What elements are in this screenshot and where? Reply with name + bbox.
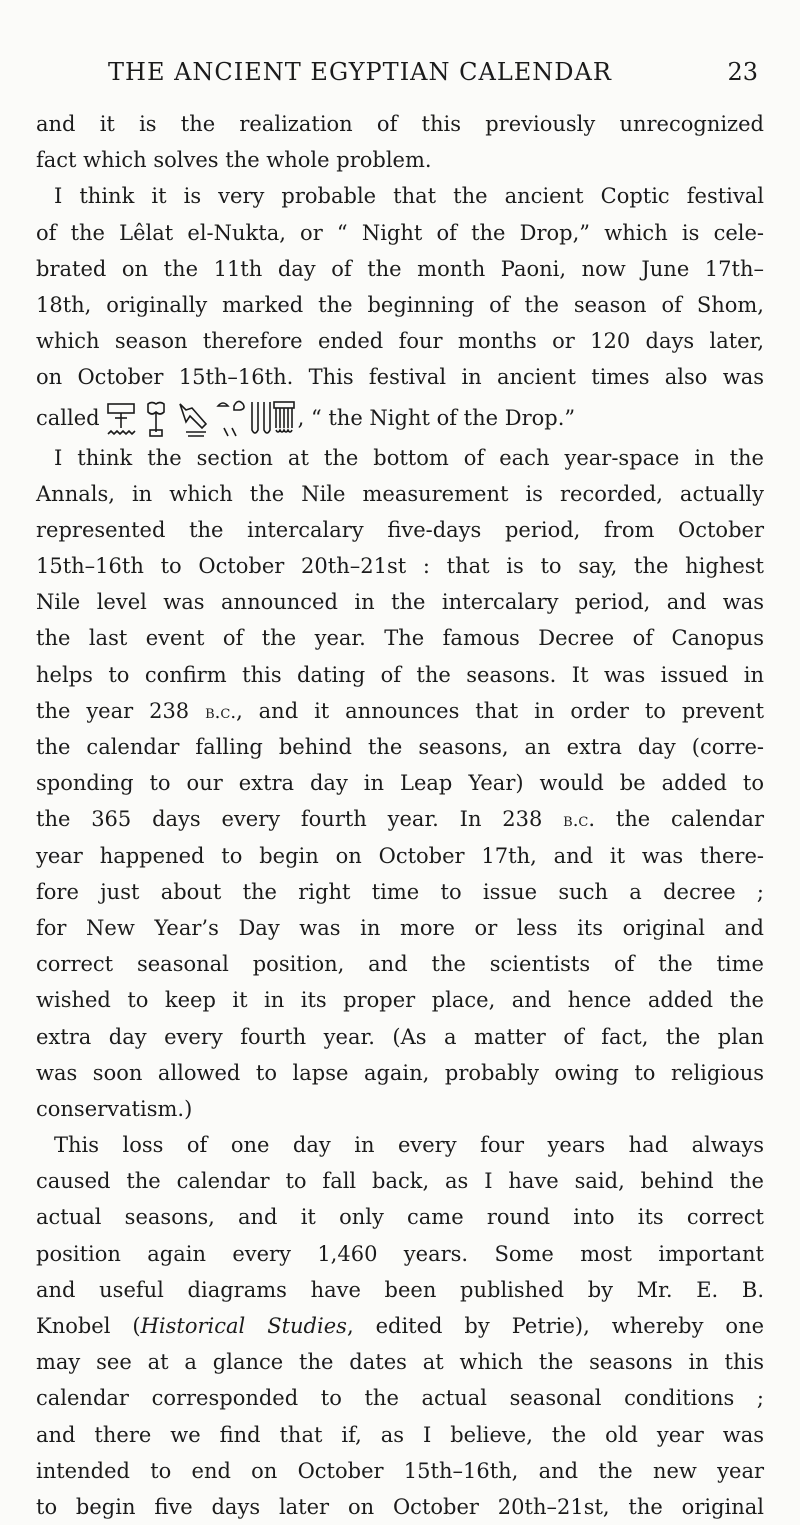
text-line: the calendar falling behind the seasons, an extra day (corre-: [36, 735, 764, 759]
text-line: wished to keep it in its proper place, and hence added the: [36, 988, 764, 1013]
glyph-line-after: , “ the Night of the Drop.”: [297, 405, 576, 430]
text-line: Nile level was announced in the intercalary period, and was: [36, 590, 764, 615]
text-line: fore just about the right time to issue such a decree ;: [36, 879, 764, 904]
page-number: 23: [727, 58, 758, 86]
text-line: calendar corresponded to the actual seasonal conditions ;: [36, 1386, 764, 1411]
text-segment: . the calendar: [588, 807, 764, 832]
text-line: of the Lêlat el-Nukta, or “ Night of the Drop,” which is cele-: [36, 220, 764, 245]
era-abbreviation: b.c.: [205, 701, 237, 723]
text-segment: the year 238: [36, 698, 206, 723]
text-line: intended to end on October 15th–16th, and the new year: [36, 1458, 764, 1483]
text-segment: , and it announces that in order to prevent: [236, 698, 765, 723]
text-line: conservatism.): [36, 1096, 193, 1121]
text-segment: , edited by Petrie), whereby one: [346, 1314, 765, 1338]
running-title: THE ANCIENT EGYPTIAN CALENDAR: [108, 58, 612, 86]
text-line: correct seasonal position, and the scientists of the time: [36, 952, 764, 977]
book-title: Historical Studies: [140, 1314, 347, 1338]
text-line: [36, 1308, 764, 1344]
text-line: 18th, originally marked the beginning of the season of Shom,: [36, 292, 764, 317]
text-line: I think it is very probable that the ancient Coptic festival: [54, 184, 764, 209]
text-line: fact which solves the whole problem.: [36, 148, 432, 173]
text-line: and it is the realization of this previously unrecognized: [36, 112, 764, 136]
era-abbreviation: b.c: [563, 810, 589, 832]
hieroglyph-line: [36, 396, 764, 440]
text-line: 15th–16th to October 20th–21st : that is to say, the highest: [36, 554, 764, 579]
text-line: for New Year’s Day was in more or less its original and: [36, 915, 764, 940]
text-line: on October 15th–16th. This festival in ancient times also was: [36, 365, 764, 390]
text-line: sponding to our extra day in Leap Year) would be added to: [36, 771, 764, 796]
text-line: helps to confirm this dating of the seasons. It was issued in: [36, 662, 764, 687]
text-line: [36, 693, 764, 729]
text-line: actual seasons, and it only came round into its correct: [36, 1205, 764, 1230]
body-text: [36, 106, 764, 1525]
text-line: This loss of one day in every four years had always: [54, 1133, 764, 1158]
text-line: and there we find that if, as I believe, the old year was: [36, 1422, 764, 1447]
text-line: to begin five days later on October 20th–21st, the original: [36, 1494, 764, 1519]
text-line: represented the intercalary five-days period, from October: [36, 517, 764, 542]
text-line: position again every 1,460 years. Some most important: [36, 1241, 764, 1266]
hieroglyph-group-icon: [106, 398, 296, 440]
text-line: and useful diagrams have been published by Mr. E. B.: [36, 1277, 764, 1302]
text-segment: the 365 days every fourth year. In 238: [36, 807, 564, 832]
text-line: which season therefore ended four months or 120 days later,: [36, 329, 764, 354]
text-line: may see at a glance the dates at which the seasons in this: [36, 1350, 764, 1375]
text-line: I think the section at the bottom of each year-space in the: [54, 445, 764, 470]
glyph-line-before: called: [36, 405, 100, 430]
text-line: caused the calendar to fall back, as I have said, behind the: [36, 1169, 764, 1194]
text-line: was soon allowed to lapse again, probably owing to religious: [36, 1060, 764, 1085]
text-segment: Knobel (: [36, 1314, 141, 1338]
text-line: brated on the 11th day of the month Paoni, now June 17th–: [36, 256, 764, 281]
text-line: Annals, in which the Nile measurement is recorded, actually: [36, 481, 764, 506]
text-line: extra day every fourth year. (As a matter of fact, the plan: [36, 1024, 764, 1049]
text-line: year happened to begin on October 17th, and it was there-: [36, 843, 764, 868]
text-line: [36, 801, 764, 837]
running-header: [108, 58, 758, 92]
text-line: the last event of the year. The famous Decree of Canopus: [36, 626, 764, 651]
